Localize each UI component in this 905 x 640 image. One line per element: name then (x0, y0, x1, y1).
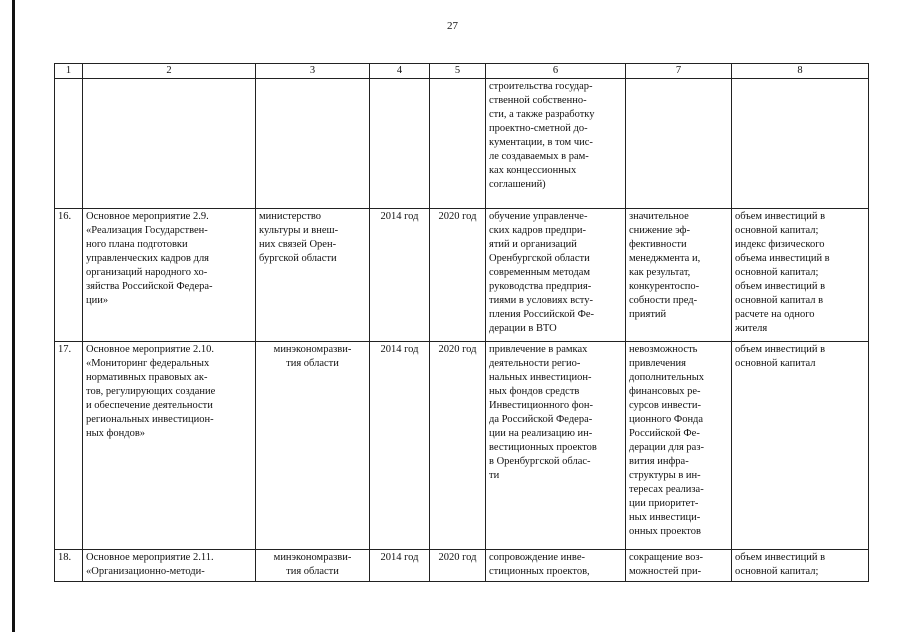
measure-cell: Основное мероприятие 2.11. «Организационно-методи- (83, 550, 256, 582)
indicators-cell: объем инвестиций в основной капитал; индекс физического объема инвестиций в основной капитал; объем инвестиций в основной капитал в расчете на одного жителя (732, 209, 869, 342)
table-row (55, 209, 869, 342)
start-year-cell: 2014 год (370, 209, 430, 342)
measure-cell (83, 79, 256, 209)
executor-cell (256, 79, 370, 209)
expected-result-cell: привлечение в рамках деятельности регио- нальных инвестицион- ных фондов средств Инвестиционного фон- да Российской Федера- ции на реализацию ин- вестиционных проектов в Оренбургской облас- ти (486, 342, 626, 550)
row-number-cell: 16. (55, 209, 83, 342)
scan-edge-bar (12, 0, 15, 632)
consequences-cell: невозможность привлечения дополнительных финансовых ре- сурсов инвести- ционного Фонда Российской Фе- дерации для раз- вития инфра- структуры в ин- тересах реализа- ции приоритет- ных инвестици- онных проектов (626, 342, 732, 550)
indicators-cell (732, 79, 869, 209)
row-number-cell (55, 79, 83, 209)
column-number: 3 (256, 64, 370, 79)
end-year-cell: 2020 год (430, 209, 486, 342)
column-number: 1 (55, 64, 83, 79)
column-number: 2 (83, 64, 256, 79)
end-year-cell: 2020 год (430, 550, 486, 582)
column-number: 6 (486, 64, 626, 79)
expected-result-cell: обучение управленче- ских кадров предпри- ятий и организаций Оренбургской области современным методам руководства предприя- тиями в условиях всту- пления Российской Фе- дерации в ВТО (486, 209, 626, 342)
indicators-cell: объем инвестиций в основной капитал (732, 342, 869, 550)
end-year-cell (430, 79, 486, 209)
measures-table (54, 63, 869, 582)
executor-cell: министерство культуры и внеш- них связей Орен- бургской области (256, 209, 370, 342)
column-number-row (55, 64, 869, 79)
start-year-cell: 2014 год (370, 550, 430, 582)
table-row (55, 79, 869, 209)
consequences-cell: значительное снижение эф- фективности менеджмента и, как результат, конкурентоспо- собности пред- приятий (626, 209, 732, 342)
row-number-cell: 17. (55, 342, 83, 550)
column-number: 5 (430, 64, 486, 79)
consequences-cell (626, 79, 732, 209)
expected-result-cell: строительства государ- ственной собственно- сти, а также разработку проектно-сметной до- кументации, в том чис- ле создаваемых в рам- ках концессионных соглашений) (486, 79, 626, 209)
column-number: 8 (732, 64, 869, 79)
row-number-cell: 18. (55, 550, 83, 582)
table-row (55, 550, 869, 582)
indicators-cell: объем инвестиций в основной капитал; (732, 550, 869, 582)
start-year-cell (370, 79, 430, 209)
executor-cell: минэкономразви- тия области (256, 342, 370, 550)
measure-cell: Основное мероприятие 2.9. «Реализация Государствен- ного плана подготовки управленческих кадров для организаций народного хо- зяйства Российской Федера- ции» (83, 209, 256, 342)
expected-result-cell: сопровождение инве- стиционных проектов, (486, 550, 626, 582)
column-number: 4 (370, 64, 430, 79)
column-number: 7 (626, 64, 732, 79)
start-year-cell: 2014 год (370, 342, 430, 550)
measure-cell: Основное мероприятие 2.10. «Мониторинг федеральных нормативных правовых ак- тов, регулирующих создание и обеспечение деятельности региональных инвестицион- ных фондов» (83, 342, 256, 550)
consequences-cell: сокращение воз- можностей при- (626, 550, 732, 582)
executor-cell: минэкономразви- тия области (256, 550, 370, 582)
page-number: 27 (447, 20, 458, 32)
end-year-cell: 2020 год (430, 342, 486, 550)
table-row (55, 342, 869, 550)
